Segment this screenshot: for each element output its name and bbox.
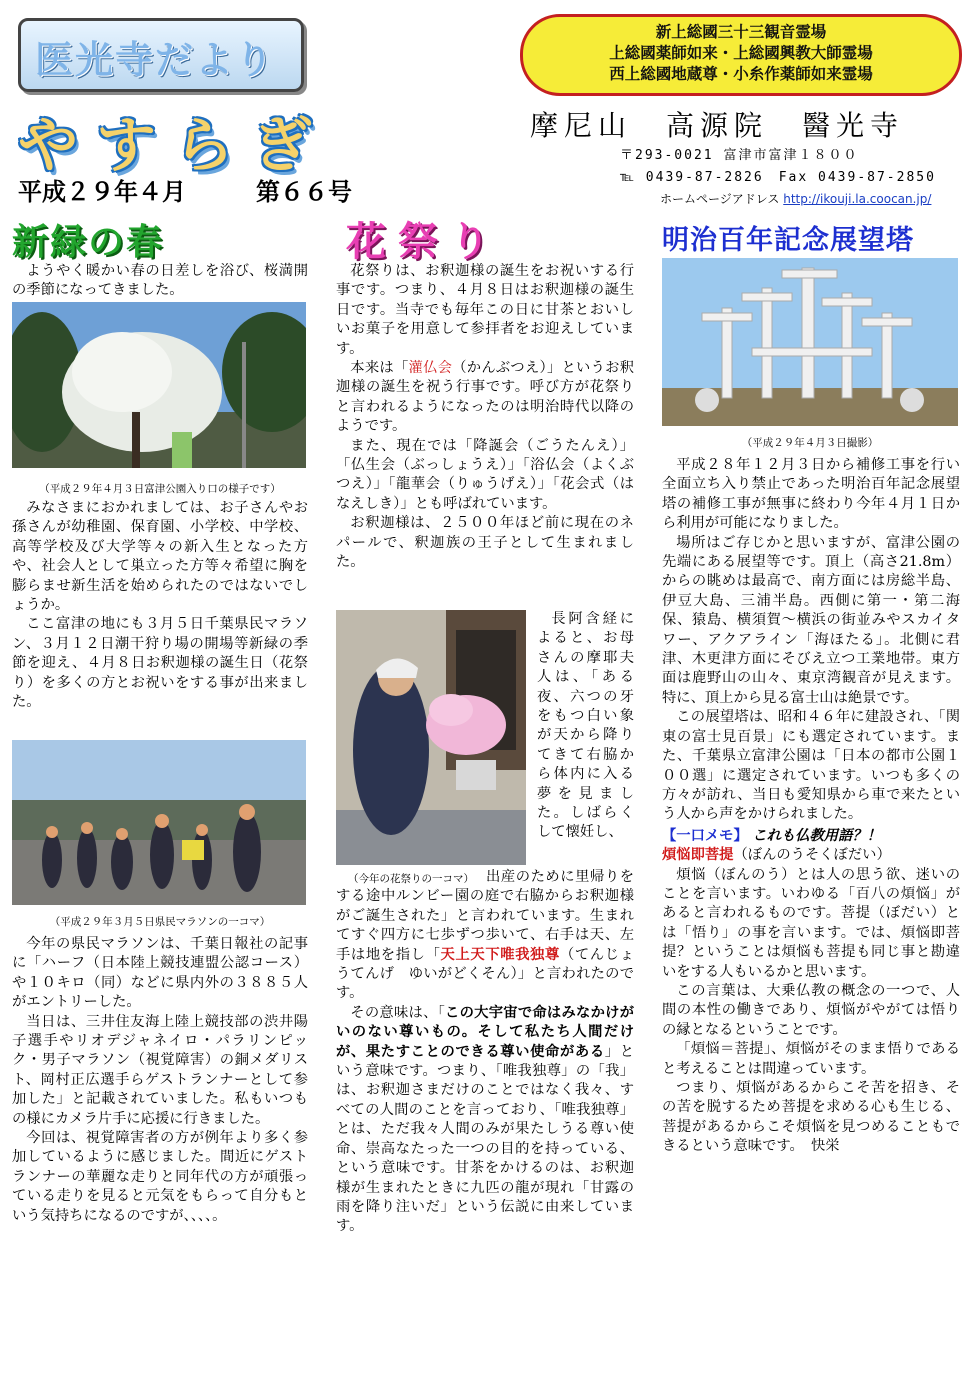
paragraph: 今年の県民マラソンは、千葉日報社の記事に「ハーフ（日本陸上競技連盟公認コース）や１０キロ（同）などに県内外の３８８５人がエントリーした。 <box>12 936 308 1011</box>
paragraph: つまり、煩悩があるからこそ苦を招き、その苦を脱するため菩提を求める心も生じる、菩提があるからこそ煩悩を見つめることもできるという意味です。 快栄 <box>662 1080 960 1155</box>
badge-line: 上総國薬師如来・上総國興教大師霊場 <box>609 44 873 62</box>
column-1-body <box>12 499 308 712</box>
heading-shinryoku: 新緑の春 <box>12 222 165 263</box>
photo-caption: （今年の花祭りの一コマ） <box>348 873 474 885</box>
kanbutsue-term: 灌仏会 <box>408 360 453 377</box>
homepage-label: ホームページアドレス <box>660 192 780 206</box>
address: 〒293-0021 富津市富津１８００ <box>620 148 859 163</box>
tenjou-tenge-term: 天上天下唯我独尊 <box>440 946 560 963</box>
memo-reading: （ぼんのうそくぼだい） <box>733 847 891 864</box>
text: （かんぶつえ）」というお釈迦様の誕生を祝う行事です。呼び方が花祭りと言われるようになったのは明治時代以降のようです。 <box>336 360 635 435</box>
paragraph <box>336 868 634 1004</box>
paragraph <box>336 359 634 437</box>
badge-line: 西上総國地蔵尊・小糸作薬師如来霊場 <box>609 65 873 83</box>
observation-tower-photo <box>662 258 958 426</box>
column-2-body <box>336 868 634 1237</box>
issue-number: 第６６号 <box>256 178 352 206</box>
paragraph <box>336 1004 634 1237</box>
pilgrimage-badge <box>520 14 962 96</box>
paragraph: ようやく暖かい春の日差しを浴び、桜満開の季節になってきました。 <box>12 263 308 299</box>
heading-tenbou-tou: 明治百年記念展望塔 <box>662 225 914 256</box>
paragraph: また、現在では「降誕会（ごうたんえ）」「仏生会（ぶっしょうえ）」「浴仏会（よくぶつえ）」「龍華会（りゅうげえ）」「花会式（はなえしき）」とも呼ばれています。 <box>336 437 634 512</box>
heading-hanamatsuri: 花祭り <box>346 219 502 265</box>
column-2-side <box>537 610 634 843</box>
paragraph: 当日は、三井住友海上陸上競技部の渋井陽子選手やリオデジャネイロ・パラリンピック・男子マラソン（視覚障害）の銅メダリスト、岡村正広選手らゲストランナーとして参加した」と記載されていました。私もいつもの様にカメラ片手に応援に行きました。 <box>12 1013 308 1127</box>
paragraph: この言葉は、大乗仏教の概念の一つで、人間の本性の働きであり、煩悩がやがては悟りの縁となるということです。 <box>662 982 960 1038</box>
memo-term: 煩悩即菩提 <box>662 847 734 864</box>
paragraph: お釈迦様は、２５００年ほど前に現在のネパールで、釈迦族の王子として生まれました。 <box>336 515 634 571</box>
photo-caption: （平成２９年４月３日富津公園入り口の様子です） <box>39 483 281 495</box>
paragraph: この展望塔は、昭和４６年に建設され、「関東の富士見百景」にも選定されています。また、千葉県立富津公園は「日本の都市公園１００選」に選定されています。いつも多くの方々が訪れ、当日も愛知県から車で来たという人から声をかけられました。 <box>662 709 960 823</box>
address-block <box>620 145 960 189</box>
text: その意味は、「 <box>350 1004 446 1021</box>
issue-info <box>18 172 422 207</box>
memo-label: 【一口メモ】 <box>662 827 748 844</box>
newsletter-title: 医光寺だより <box>35 37 276 82</box>
paragraph: 「煩悩＝菩提」、煩悩がそのまま悟りであると考えることは間違っています。 <box>662 1041 960 1077</box>
temple-name: 摩尼山 高源院 醫光寺 <box>530 109 905 142</box>
text: 本来は「 <box>350 360 409 377</box>
text: 」という意味です。つまり、「唯我独尊」の「我」は、お釈迦さまだけのことではなく我々、すべての人間のことを言っており、「唯我独尊」とは、ただ我々人間のみが果たしうる尊い使命、崇高なたった一つの目的を持っている、という意味です。甘茶をかけるのは、お釈迦様が生まれたときに九匹の龍が現れ「甘露の雨を降り注いだ」という伝説に由来しています。 <box>336 1043 635 1235</box>
memo-heading <box>662 827 960 846</box>
paragraph: 煩悩（ぼんのう）とは人の思う欲、迷いのことを言います。いわゆる「百八の煩悩」があると言われるものです。菩提（ぼだい）とは「悟り」の事を言います。では、煩悩即菩提？ということは煩悩も菩提も同じ事と勘違いをする人もいるかと思います。 <box>662 866 960 980</box>
hanamatsuri-photo <box>336 610 526 865</box>
paragraph: ここ富津の地にも３月５日千葉県民マラソン、３月１２日潮干狩り場の開場等新緑の季節を迎え、４月８日お釈迦様の誕生日（花祭り）を多くの方とお祝いをする事が出来ました。 <box>12 616 308 711</box>
phone-fax: ℡ 0439-87-2826 Fax 0439-87-2850 <box>620 170 936 185</box>
issue-date: 平成２９年４月 <box>18 178 186 206</box>
paragraph: 平成２８年１２月３日から補修工事を行い全面立ち入り禁止であった明治百年記念展望塔の補修工事が無事に終わり今年４月１日から利用が可能になりました。 <box>662 457 960 532</box>
newsletter-title-box <box>18 18 304 92</box>
badge-line: 新上総國三十三観音霊場 <box>655 23 827 41</box>
marathon-photo <box>12 740 306 905</box>
column-1 <box>12 262 308 301</box>
newsletter-banner: やすらぎ <box>18 111 330 181</box>
memo-term-line <box>662 846 960 865</box>
photo-caption: （平成２９年４月３日撮影） <box>741 437 879 449</box>
paragraph: 長阿含経によると、お母さんの摩耶夫人は、「ある夜、六つの牙をもつ白い象が天から降りてきて右脇から体内に入る夢を見ました。しばらくして懐妊し、 <box>537 611 634 841</box>
paragraph: みなさまにおかれましては、お子さんやお孫さんが幼稚園、保育園、小学校、中学校、高等学校及び大学等々の新入生となった方や、社会人として巣立った方等々希望に胸を膨らませ新生活を始められたのではないでしょうか。 <box>12 500 308 614</box>
memo-title: これも仏教用語？！ <box>752 827 881 844</box>
column-2 <box>336 262 634 573</box>
paragraph: 花祭りは、お釈迦様の誕生をお祝いする行事です。つまり、４月８日はお釈迦様の誕生日です。当寺でも毎年この日に甘茶とおいしいお菓子を用意して参拝者をお迎えしています。 <box>336 263 634 357</box>
text: 出産のために里帰りをする途中ルンビー園の庭で右脇からお釈迦様がご誕生された」と言われています。生まれてすぐ四方に七歩ずつ歩いて、右手は天、左手は地を指し「 <box>336 869 634 963</box>
text: （てんじょうてんげ ゆいがどくそん）」と言われたのです。 <box>336 946 635 1002</box>
column-1-body-2 <box>12 935 308 1226</box>
photo-caption: （平成２９年３月５日県民マラソンの一コマ） <box>49 916 271 928</box>
cherry-blossom-photo <box>12 302 306 468</box>
column-3 <box>662 456 960 1157</box>
paragraph: 場所はご存じかと思いますが、富津公園の先端にある展望等です。頂上（高さ21.8m）からの眺めは最高で、南方面には房総半島、伊豆大島、三浦半島。西側に第一・第二海保、猿島、横須賀～横浜の街並みやスカイタワー、アクアライン「海ほたる」。北側に君津、木更津方面にそびえ立つ工業地帯。東方面は鹿野山の山々、東京湾観音が見えます。特に、頂上から見る富士山は絶景です。 <box>662 534 960 706</box>
homepage <box>660 190 960 207</box>
homepage-link[interactable]: http://ikouji.la.coocan.jp/ <box>783 192 932 206</box>
paragraph: 今回は、視覚障害者の方が例年より多く参加しているように感じました。間近にゲストランナーの華麗な走りと同年代の方が頑張っている走りを見ると元気をもらって自分もという気持ちになるのですが、、、、。 <box>12 1130 308 1224</box>
emphasis: この大宇宙で命はみなかけがいのない尊いもの。そして私たち人間だけが、果たすことのできる尊い使命がある <box>336 1004 635 1060</box>
